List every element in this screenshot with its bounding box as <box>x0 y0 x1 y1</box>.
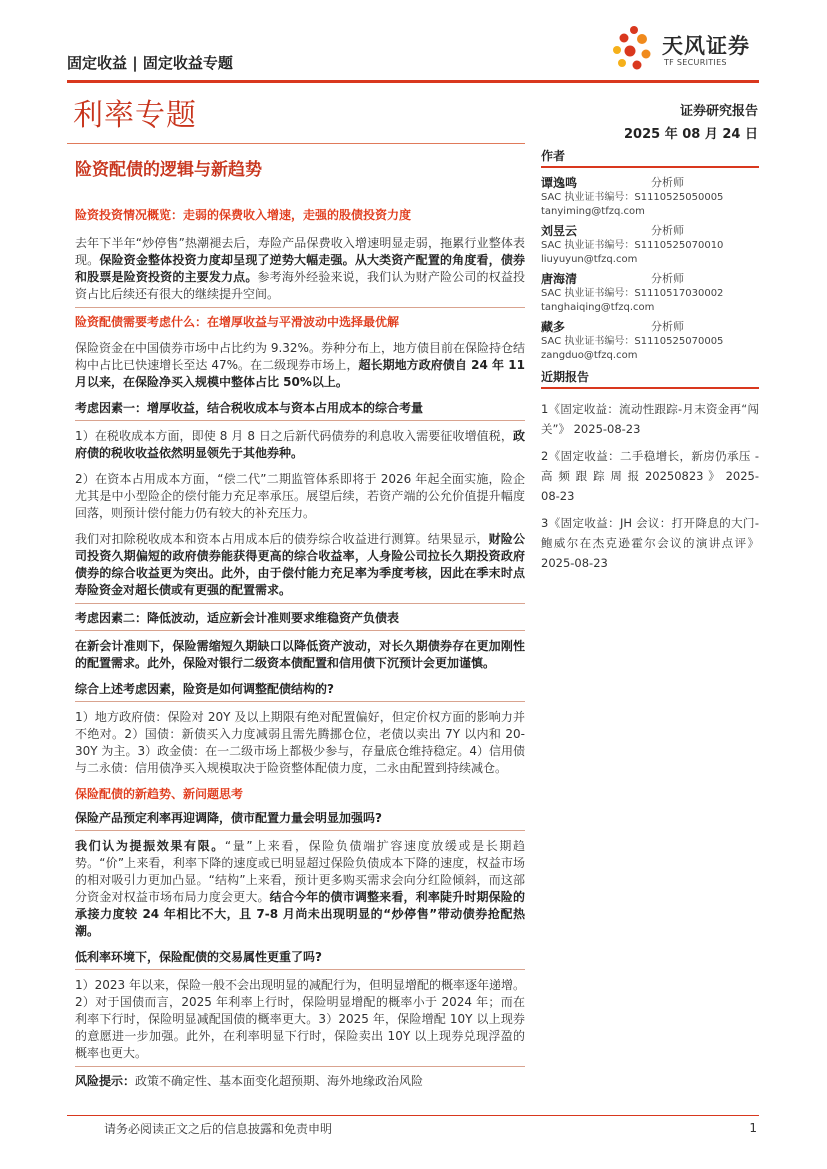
recent-report-item[interactable]: 1《固定收益：流动性跟踪-月末资金再“闯关”》 2025-08-23 <box>541 402 759 436</box>
authors-heading: 作者 <box>541 147 759 168</box>
factor-one-heading: 考虑因素一：增厚收益，结合税收成本与资本占用成本的综合考量 <box>75 400 525 421</box>
paragraph-tax-cost: 1）在税收成本方面，即使 8 月 8 日之后新代码债券的利息收入需要征收增值税，政府债的税收收益依然明显领先于其他券种。 <box>75 429 525 460</box>
author-card <box>541 222 759 267</box>
summary-heading: 综合上述考虑因素，险资是如何调整配债结构的? <box>75 681 525 702</box>
paragraph-capital-cost: 2）在资本占用成本方面，“偿二代”二期监管体系即将于 2026 年起全面实施，险企尤其是中小型险企的偿付能力充足率承压。展望后续，若资产端的公允价值提升幅度回落，则预计偿付能力仍有较大的补充压力。 <box>75 472 525 520</box>
author-name: 谭逸鸣 <box>541 176 578 190</box>
author-role: 分析师 <box>651 272 684 285</box>
author-cert: SAC 执业证书编号：S1110525070005 <box>541 336 724 347</box>
header-divider <box>67 80 759 83</box>
author-email[interactable]: zangduo@tfzq.com <box>541 350 638 361</box>
logo-mark-icon <box>612 24 660 72</box>
author-name: 唐海清 <box>541 272 578 286</box>
report-type: 证券研究报告 <box>679 104 758 119</box>
title-divider <box>67 143 525 144</box>
section-heading-trends: 保险配债的新趋势、新问题思考 <box>75 787 244 801</box>
author-email[interactable]: tanghaiqing@tfzq.com <box>541 302 655 313</box>
paragraph-overview: 去年下半年“炒停售”热潮褪去后，寿险产品保费收入增速明显走弱，拖累行业整体表现。保险资金整体投资力度却呈现了逆势大幅走强。从大类资产配置的角度看，债券和股票是险资投资的主要发力点。参考海外经验来说，我们认为财产险公司的权益投资占比后续还有很大的继续提升空间。 <box>75 235 525 308</box>
logo-text-en: TF SECURITIES <box>664 58 727 67</box>
author-cert: SAC 执业证书编号：S1110525050005 <box>541 192 724 203</box>
author-email[interactable]: tanyiming@tfzq.com <box>541 206 645 217</box>
recent-report-item[interactable]: 2《固定收益：二手稳增长，新房仍承压 - 高 频 跟 踪 周 报 20250823 》 2025-08-23 <box>541 449 759 503</box>
recent-report-item[interactable]: 3《固定收益：JH 会议：打开降息的大门-鲍威尔在杰克逊霍尔会议的演讲点评》 2025-08-23 <box>541 516 759 570</box>
page-number: 1 <box>749 1121 757 1135</box>
company-logo <box>612 24 762 72</box>
risk-label: 风险提示： <box>75 1074 136 1088</box>
section-heading-considerations: 险资配债需要考虑什么：在增厚收益与平滑波动中选择最优解 <box>75 315 400 329</box>
factor-two-heading: 考虑因素二：降低波动，适应新会计准则要求维稳资产负债表 <box>75 610 525 631</box>
author-card <box>541 318 759 363</box>
paragraph-rate-cut: 我们认为提振效果有限。“量”上来看，保险负债端扩容速度放缓或是长期趋势。“价”上来看，利率下降的速度或已明显超过保险负债成本下降的速度，权益市场的相对吸引力更加凸显。“结构”上来看，预计更多购买需求会向分红险倾斜，而这部分资金对权益市场布局力度会更大。结合今年的债市调整来看，利率陡升时期保险的承接力度较 24 年相比不大，且 7-8 月尚未出现明显的“炒停售”带动债券抢配热潮。 <box>75 839 525 938</box>
report-category: 固定收益 | 固定收益专题 <box>67 54 233 72</box>
risk-notice <box>75 1073 525 1090</box>
paragraph-combined-yield: 我们对扣除税收成本和资本占用成本后的债券综合收益进行测算。结果显示，财险公司投资久期偏短的政府债券能获得更高的综合收益率，人身险公司拉长久期投资政府债券的综合收益更为突出。此外，由于偿付能力充足率为季度考核，因此在季末时点寿险资金对超长债或有更强的配置需求。 <box>75 531 525 604</box>
report-subtitle: 险资配债的逻辑与新趋势 <box>75 160 262 180</box>
author-name: 藏多 <box>541 320 566 334</box>
author-role: 分析师 <box>651 176 684 189</box>
author-role: 分析师 <box>651 320 684 333</box>
risk-text: 政策不确定性、基本面变化超预期、海外地缘政治风险 <box>135 1074 424 1088</box>
section-heading-overview: 险资投资情况概览：走弱的保费收入增速，走强的股债投资力度 <box>75 208 412 222</box>
authors-panel <box>541 147 759 366</box>
author-card <box>541 174 759 219</box>
author-cert: SAC 执业证书编号：S1110525070010 <box>541 240 724 251</box>
report-date: 2025 年 08 月 24 日 <box>624 127 758 142</box>
main-content <box>75 207 525 1090</box>
paragraph-market-share: 保险资金在中国债券市场中占比约为 9.32%。券种分布上，地方债目前在保险持仓结构中占比已快速增长至达 47%。在二级现券市场上，超长期地方政府债自 24 年 11 月以来，在保险净买入规模中整体占比 50%以上。 <box>75 341 525 389</box>
recent-reports-panel <box>541 368 759 580</box>
author-email[interactable]: liuyuyun@tfzq.com <box>541 254 638 265</box>
footer-disclaimer: 请务必阅读正文之后的信息披露和免责申明 <box>104 1122 333 1136</box>
question-two-heading: 低利率环境下，保险配债的交易属性更重了吗? <box>75 949 525 970</box>
footer-divider <box>67 1115 759 1116</box>
paragraph-trading: 1）2023 年以来，保险一般不会出现明显的减配行为，但明显增配的概率逐年递增。2）对于国债而言，2025 年利率上行时，保险明显增配的概率小于 2024 年；而在利率下行时，保险明显减配国债的概率更大。3）2025 年，保险增配 10Y 以上现券的意愿进一步加强。此外，在利率明显下行时，保险卖出 10Y 以上现券兑现浮盈的概率也更大。 <box>75 977 525 1067</box>
paragraph-accounting: 在新会计准则下，保险需缩短久期缺口以降低资产波动，对长久期债券存在更加刚性的配置需求。此外，保险对银行二级资本债配置和信用债下沉预计会更加谨慎。 <box>75 639 525 670</box>
author-card <box>541 270 759 315</box>
logo-text-cn: 天风证券 <box>662 34 750 58</box>
author-name: 刘昱云 <box>541 224 578 238</box>
page-title: 利率专题 <box>73 98 197 133</box>
author-role: 分析师 <box>651 224 684 237</box>
question-one-heading: 保险产品预定利率再迎调降，债市配置力量会明显加强吗? <box>75 810 525 831</box>
paragraph-structure: 1）地方政府债：保险对 20Y 及以上期限有绝对配置偏好，但定价权方面的影响力并不绝对。2）国债：新债买入力度减弱且需先腾挪仓位，老债以卖出 7Y 以内和 20-30Y 为主。3）政金债：在一二级市场上都极少参与，存量底仓维持稳定。4）信用债与二永债：信用债净买入规模取决于险资整体配债力度，二永由配置到持续减仓。 <box>75 710 525 775</box>
recent-reports-heading: 近期报告 <box>541 368 759 389</box>
author-cert: SAC 执业证书编号：S1110517030002 <box>541 288 724 299</box>
